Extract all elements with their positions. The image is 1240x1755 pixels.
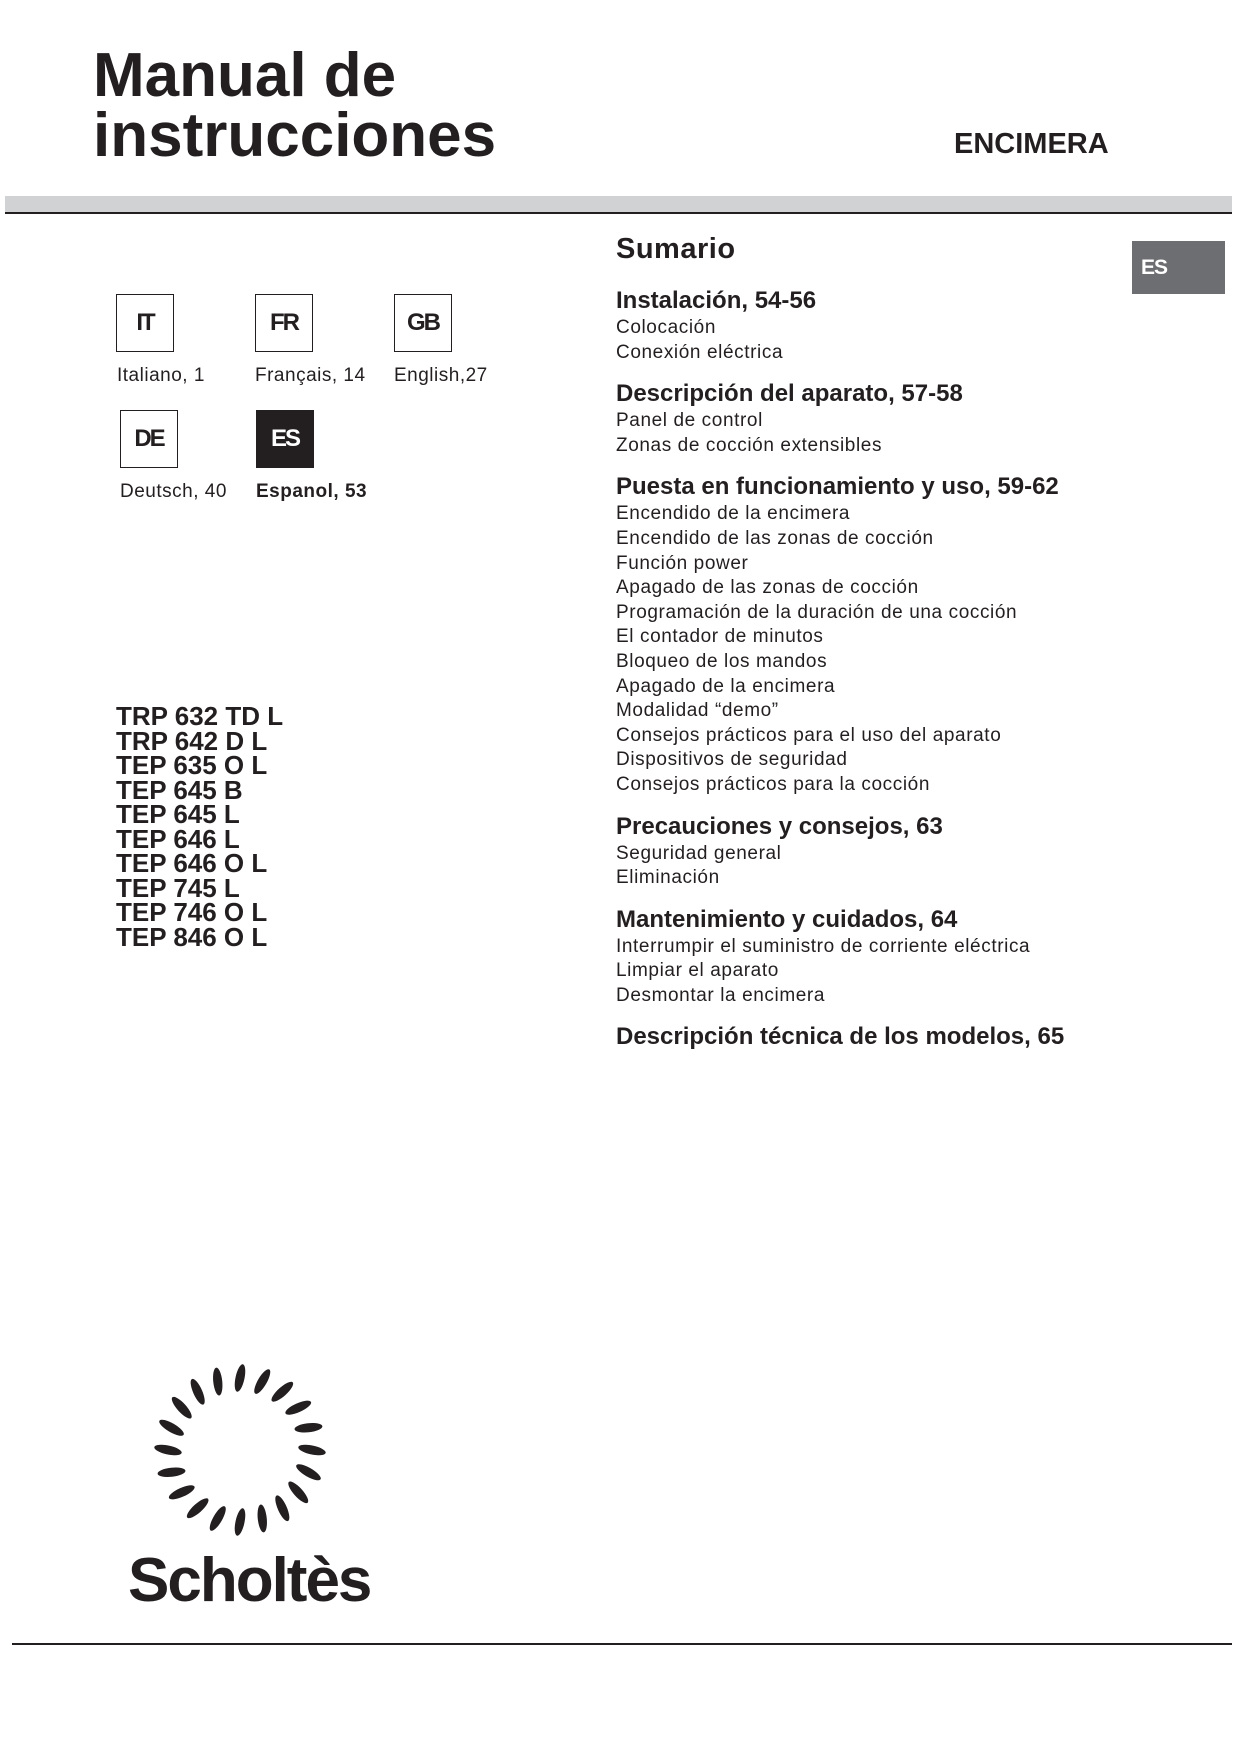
- toc-section-title[interactable]: Precauciones y consejos, 63: [616, 812, 943, 840]
- toc-section-descripcion-tecnica: [616, 1022, 1136, 1052]
- sun-ray: [212, 1367, 224, 1396]
- toc-item[interactable]: Apagado de la encimera: [616, 675, 836, 697]
- model-item: TEP 746 O L: [116, 897, 268, 927]
- toc-item[interactable]: Conexión eléctrica: [616, 341, 784, 363]
- toc-item[interactable]: Zonas de cocción extensibles: [616, 434, 883, 456]
- header-divider-band: [5, 196, 1232, 214]
- toc-section-puesta-en-funcionamiento: [616, 472, 1136, 797]
- model-list: [116, 701, 284, 952]
- toc-item[interactable]: Encendido de las zonas de cocción: [616, 527, 934, 549]
- language-box-es[interactable]: ES: [256, 410, 314, 468]
- toc-item[interactable]: Encendido de la encimera: [616, 503, 851, 525]
- sun-ray: [184, 1496, 211, 1521]
- toc-section-mantenimiento: [616, 905, 1136, 1009]
- title-line-2: instrucciones: [93, 101, 497, 170]
- toc-section-title[interactable]: Instalación, 54-56: [616, 287, 817, 314]
- model-item: TRP 632 TD L: [116, 701, 284, 731]
- sun-ray: [153, 1443, 182, 1458]
- sun-ray: [233, 1507, 248, 1536]
- toc-item[interactable]: Colocación: [616, 317, 716, 338]
- toc-item[interactable]: Panel de control: [616, 410, 763, 432]
- toc-item[interactable]: Limpiar el aparato: [616, 960, 779, 982]
- sun-ray: [256, 1504, 268, 1533]
- sun-ray: [286, 1479, 311, 1506]
- model-item: TRP 642 D L: [116, 725, 268, 756]
- sun-ray: [273, 1494, 293, 1523]
- sun-ray: [157, 1417, 186, 1439]
- toc-item[interactable]: Programación de la duración de una cocción: [616, 601, 1018, 623]
- toc-item[interactable]: Modalidad “demo”: [616, 700, 779, 722]
- language-label-gb: English,27: [394, 365, 488, 386]
- sun-ray: [297, 1443, 326, 1458]
- table-of-contents: [616, 286, 1136, 1066]
- language-label-de: Deutsch, 40: [120, 481, 227, 502]
- toc-section-title[interactable]: Mantenimiento y cuidados, 64: [616, 905, 958, 933]
- toc-section-precauciones: [616, 812, 1136, 891]
- toc-section-instalacion: [616, 286, 1136, 365]
- toc-section-title[interactable]: Descripción técnica de los modelos, 65: [616, 1023, 1065, 1051]
- footer-divider: [12, 1643, 1232, 1645]
- product-category: ENCIMERA: [954, 128, 1109, 160]
- sun-ray: [167, 1483, 196, 1503]
- model-item: TEP 645 B: [116, 774, 243, 805]
- language-tab-es[interactable]: ES: [1132, 241, 1225, 294]
- model-item: TEP 645 L: [116, 799, 240, 829]
- toc-item[interactable]: Bloqueo de los mandos: [616, 650, 828, 672]
- sun-ray: [269, 1379, 296, 1404]
- toc-item[interactable]: Consejos prácticos para el uso del aparato: [616, 724, 1002, 746]
- toc-item[interactable]: Dispositivos de seguridad: [616, 749, 848, 771]
- toc-item[interactable]: Función power: [616, 552, 749, 574]
- toc-section-title[interactable]: Puesta en funcionamiento y uso, 59-62: [616, 473, 1059, 501]
- model-item: TEP 635 O L: [116, 750, 268, 780]
- sun-ray: [233, 1363, 248, 1392]
- sun-ray: [188, 1377, 208, 1406]
- brand-logo-text: Scholtès: [128, 1546, 371, 1615]
- toc-section-title[interactable]: Descripción del aparato, 57-58: [616, 380, 963, 408]
- page-title: [93, 41, 497, 170]
- toc-section-descripcion: [616, 379, 1136, 458]
- toc-item[interactable]: Interrumpir el suministro de corriente eléctrica: [616, 935, 1031, 957]
- language-label-fr: Français, 14: [255, 365, 366, 386]
- model-item: TEP 646 L: [116, 823, 240, 854]
- model-item: TEP 846 O L: [116, 921, 268, 952]
- language-box-fr[interactable]: FR: [255, 294, 313, 352]
- sun-ray: [169, 1394, 194, 1421]
- toc-item[interactable]: Seguridad general: [616, 842, 782, 864]
- sun-ray: [207, 1504, 229, 1533]
- sun-ray: [294, 1461, 323, 1483]
- toc-heading: Sumario: [616, 233, 736, 265]
- sun-ray: [157, 1466, 186, 1478]
- language-box-it[interactable]: IT: [116, 294, 174, 352]
- model-item: TEP 745 L: [116, 872, 240, 903]
- toc-item[interactable]: Desmontar la encimera: [616, 984, 826, 1006]
- language-box-gb[interactable]: GB: [394, 294, 452, 352]
- sun-ray: [294, 1422, 323, 1434]
- sun-burst-icon: [150, 1360, 330, 1540]
- toc-item[interactable]: Consejos prácticos para la cocción: [616, 773, 930, 795]
- language-box-de[interactable]: DE: [120, 410, 178, 468]
- model-item: TEP 646 O L: [116, 848, 268, 878]
- toc-item[interactable]: Eliminación: [616, 867, 720, 889]
- toc-item[interactable]: El contador de minutos: [616, 626, 824, 648]
- language-label-es: Espanol, 53: [256, 481, 368, 502]
- title-line-1: Manual de: [93, 41, 397, 110]
- language-label-it: Italiano, 1: [117, 365, 205, 386]
- sun-ray: [284, 1398, 313, 1418]
- toc-item[interactable]: Apagado de las zonas de cocción: [616, 577, 919, 599]
- sun-ray: [251, 1367, 273, 1396]
